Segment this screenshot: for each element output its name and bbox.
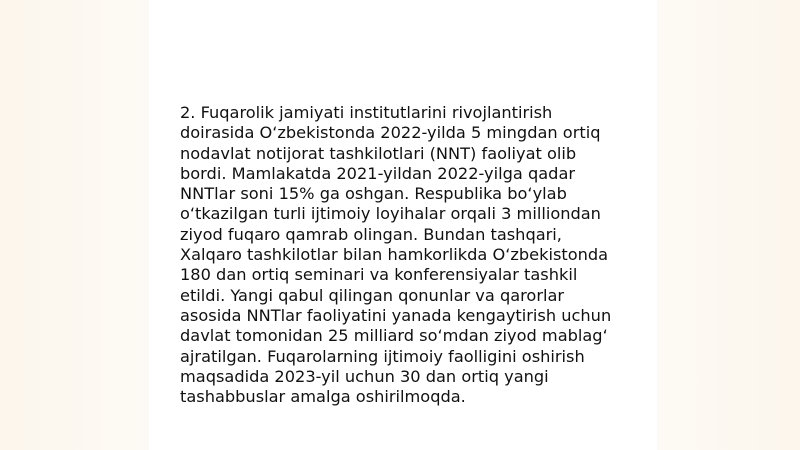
document-paragraph: 2. Fuqarolik jamiyati institutlarini rivojlantirish doirasida O‘zbekistonda 2022-yilda 5 mingdan ortiq nodavlat notijorat tashkilotlari (NNT) faoliyat olib bordi. Mamlakatda 2021-yildan 2022-yilga qadar NNTlar soni 15% ga oshgan. Respublika bo‘ylab o‘tkazilgan turli ijtimoiy loyihalar orqali 3 milliondan ziyod fuqaro qamrab olingan. Bundan tashqari, Xalqaro tashkilotlar bilan hamkorlikda O‘zbekistonda 180 dan ortiq seminari va konferensiyalar tashkil etildi. Yangi qabul qilingan qonunlar va qarorlar asosida NNTlar faoliyatini yanada kengaytirish uchun davlat tomonidan 25 milliard so‘mdan ziyod mablag‘ ajratilgan. Fuqarolarning ijtimoiy faolligini oshirish maqsadida 2023-yil uchun 30 dan ortiq yangi tashabbuslar amalga oshirilmoqda. bbox=[180, 103, 612, 407]
document-page bbox=[149, 0, 657, 450]
